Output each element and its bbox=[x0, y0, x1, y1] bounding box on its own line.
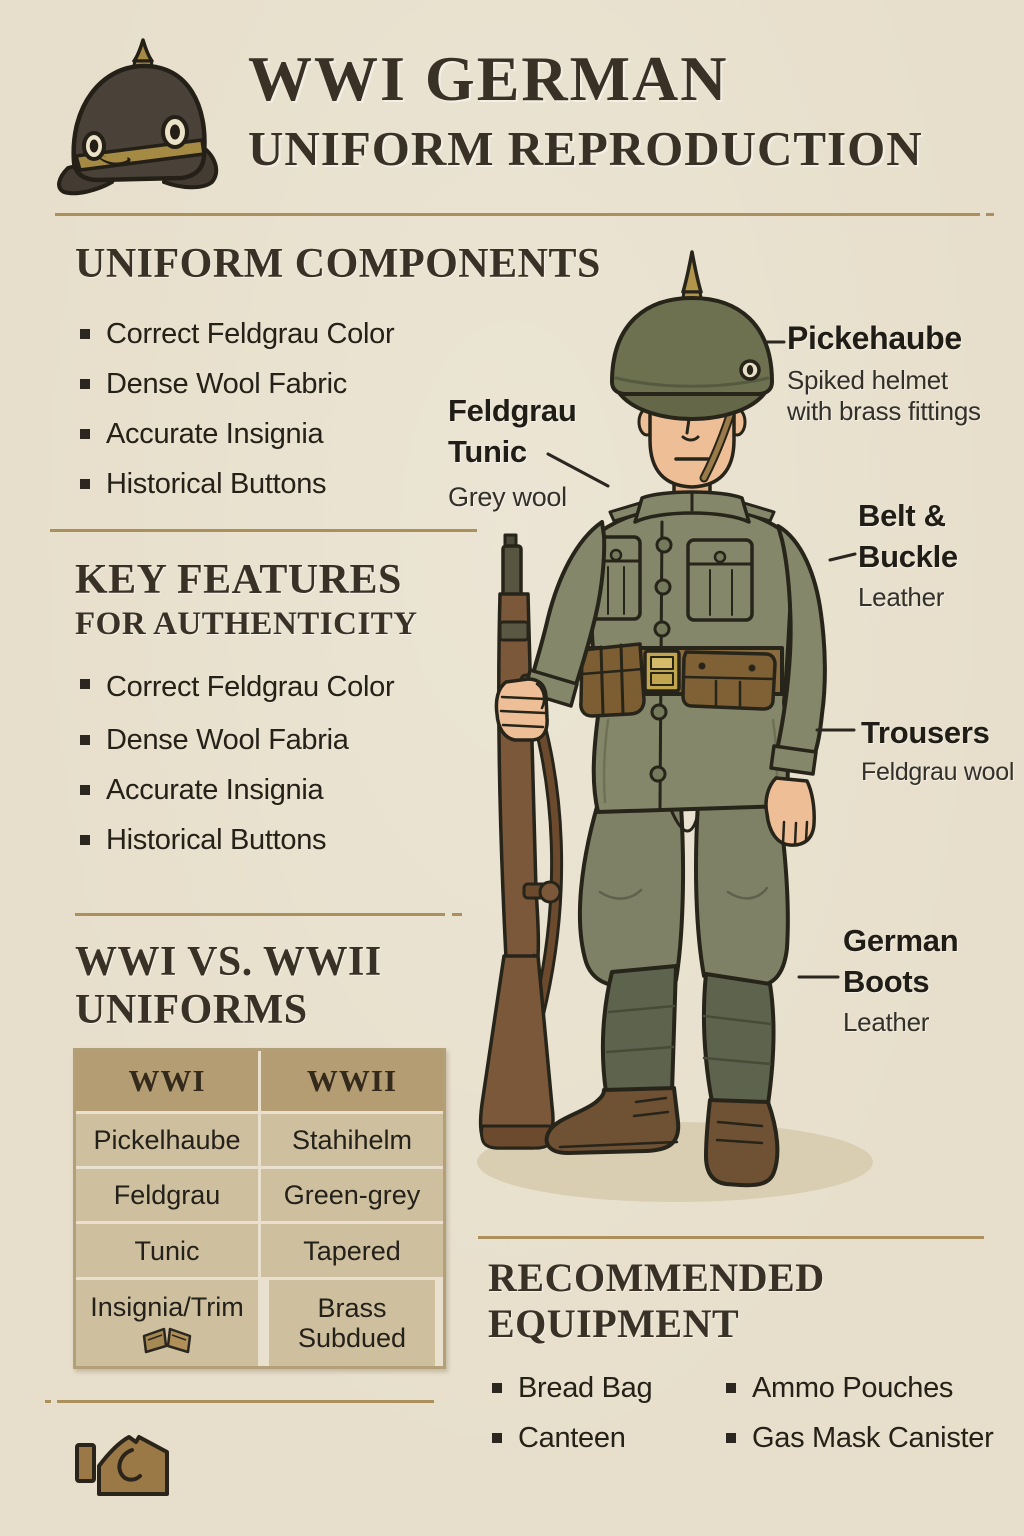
equipment-heading-1: RECOMMENDED bbox=[488, 1255, 825, 1300]
key-features-list bbox=[78, 668, 398, 874]
bullet-square-icon bbox=[80, 429, 90, 439]
bullet-square-icon bbox=[80, 835, 90, 845]
section-divider bbox=[75, 913, 445, 916]
header-divider bbox=[55, 213, 980, 216]
table-cell: Feldgrau bbox=[76, 1169, 258, 1221]
table-cell: Stahihelm bbox=[261, 1114, 443, 1166]
list-item: Accurate Insignia bbox=[78, 774, 398, 807]
equipment-divider bbox=[478, 1236, 984, 1239]
label-tunic-title1: Feldgrau bbox=[448, 393, 577, 428]
bullet-square-icon bbox=[80, 735, 90, 745]
bullet-square-icon bbox=[80, 329, 90, 339]
label-pickehaube-sub2: with brass fittings bbox=[787, 396, 981, 426]
bullet-square-icon bbox=[726, 1383, 736, 1393]
list-item: Accurate Insignia bbox=[78, 418, 498, 451]
list-item: Ammo Pouches bbox=[724, 1372, 1004, 1405]
bullet-square-icon bbox=[80, 379, 90, 389]
table-cell: Tapered bbox=[261, 1224, 443, 1277]
bottom-left-divider-dot bbox=[45, 1400, 51, 1403]
bread-bag-pouch-icon bbox=[70, 1432, 174, 1500]
page-title-line2: UNIFORM REPRODUCTION bbox=[248, 121, 923, 176]
components-heading: UNIFORM COMPONENTS bbox=[75, 241, 601, 287]
list-item: Historical Buttons bbox=[78, 824, 398, 857]
label-belt-title2: Buckle bbox=[858, 539, 958, 574]
label-pickehaube bbox=[787, 318, 997, 427]
label-belt-sub: Leather bbox=[858, 582, 945, 612]
bullet-square-icon bbox=[492, 1433, 502, 1443]
table-cell: Green-grey bbox=[261, 1169, 443, 1221]
equipment-heading-2: EQUIPMENT bbox=[488, 1301, 740, 1346]
label-pickehaube-title: Pickehaube bbox=[787, 320, 962, 356]
section-divider bbox=[50, 529, 477, 532]
bottom-left-divider bbox=[57, 1400, 434, 1403]
table-cell: Brass Subdued bbox=[269, 1280, 435, 1366]
label-belt-buckle bbox=[858, 495, 998, 613]
comparison-heading-1: WWI VS. WWII bbox=[75, 939, 382, 985]
equipment-column-2 bbox=[724, 1372, 1004, 1472]
trousers bbox=[580, 790, 788, 986]
list-item: Dense Wool Fabric bbox=[78, 368, 498, 401]
puttees bbox=[603, 966, 774, 1104]
label-boots-sub: Leather bbox=[843, 1007, 930, 1037]
bullet-square-icon bbox=[80, 679, 90, 689]
bullet-square-icon bbox=[492, 1383, 502, 1393]
label-feldgrau-tunic bbox=[448, 390, 608, 513]
bullet-square-icon bbox=[726, 1433, 736, 1443]
label-trousers-sub: Feldgrau wool bbox=[861, 758, 1015, 786]
key-features-heading-1: KEY FEATURES bbox=[75, 557, 402, 603]
label-trousers bbox=[861, 712, 1021, 788]
list-item: Dense Wool Fabria bbox=[78, 724, 398, 757]
list-item: Gas Mask Canister bbox=[724, 1422, 1004, 1455]
label-pickehaube-sub1: Spiked helmet bbox=[787, 365, 948, 395]
label-tunic-title2: Tunic bbox=[448, 434, 527, 469]
list-item: Canteen bbox=[490, 1422, 710, 1455]
insignia-patches-icon bbox=[138, 1324, 196, 1354]
list-item: Correct Feldgrau Color bbox=[78, 668, 398, 707]
table-cell: Tunic bbox=[76, 1224, 258, 1277]
bullet-square-icon bbox=[80, 785, 90, 795]
equipment-column-1 bbox=[490, 1372, 710, 1472]
comparison-table bbox=[73, 1048, 446, 1369]
label-belt-title1: Belt & bbox=[858, 498, 946, 533]
page-title-line1: WWI GERMAN bbox=[248, 43, 729, 114]
label-tunic-sub: Grey wool bbox=[448, 482, 567, 512]
key-features-heading-2: FOR AUTHENTICITY bbox=[75, 606, 418, 642]
comparison-heading-2: UNIFORMS bbox=[75, 987, 308, 1033]
pickelhaube-helmet bbox=[612, 252, 772, 419]
label-german-boots bbox=[843, 920, 993, 1038]
table-header-wwi: WWI bbox=[76, 1051, 258, 1111]
pickelhaube-logo-icon bbox=[52, 36, 228, 202]
table-cell-insignia: Insignia/Trim bbox=[76, 1280, 258, 1366]
list-item: Bread Bag bbox=[490, 1372, 710, 1405]
label-boots-title2: Boots bbox=[843, 964, 930, 999]
table-cell: Pickelhaube bbox=[76, 1114, 258, 1166]
left-hand-grip bbox=[496, 679, 547, 740]
list-item: Correct Feldgrau Color bbox=[78, 318, 498, 351]
header-divider-dash bbox=[986, 213, 994, 216]
bullet-square-icon bbox=[80, 479, 90, 489]
list-item: Historical Buttons bbox=[78, 468, 498, 501]
label-trousers-title: Trousers bbox=[861, 715, 990, 750]
label-boots-title1: German bbox=[843, 923, 959, 958]
components-list bbox=[78, 318, 498, 518]
table-header-wwii: WWII bbox=[261, 1051, 443, 1111]
